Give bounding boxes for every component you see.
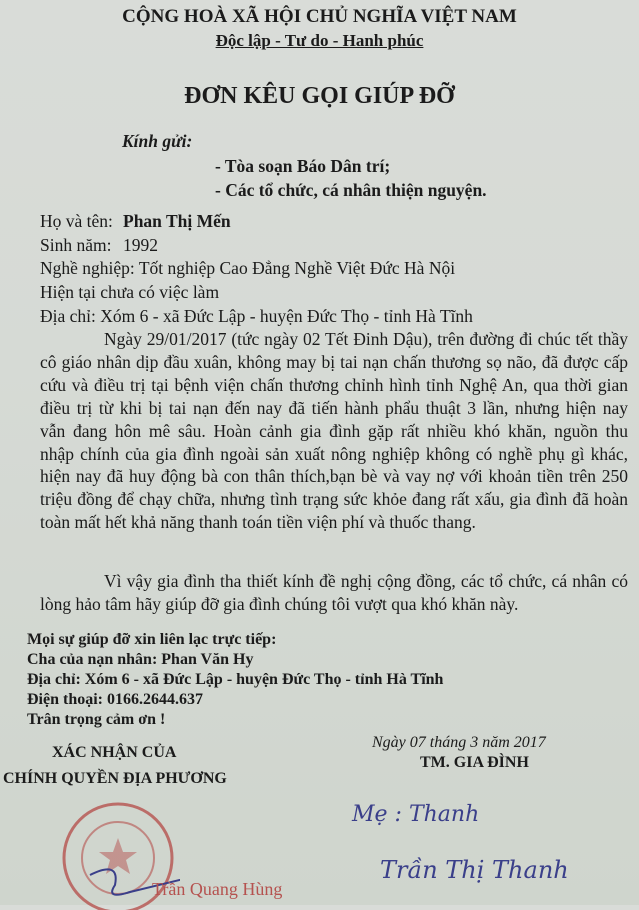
body-line: hiện nay đã huy động bà con thân thích,bạn bè và vay nợ với khoản tiền trên 250	[40, 466, 628, 487]
recipients-label: Kính gửi:	[122, 131, 193, 151]
sign-date: Ngày 07 tháng 3 năm 2017	[372, 734, 546, 751]
body-line: nhập chính của gia đình ngoài sản xuất nông nghiệp không có nghề phụ gì khác,	[40, 443, 628, 464]
contact-phone: Điện thoại: 0166.2644.637	[27, 691, 203, 708]
document-title: ĐƠN KÊU GỌI GIÚP ĐỠ	[184, 83, 455, 109]
recipient-item: - Các tổ chức, cá nhân thiện nguyện.	[215, 180, 487, 200]
name-label: Họ và tên:	[40, 211, 113, 231]
body-line: Ngày 29/01/2017 (tức ngày 02 Tết Đinh Dậu), trên đường đi chúc tết thầy	[104, 329, 628, 349]
name-value: Phan Thị Mến	[123, 211, 231, 231]
handwritten-name: Trần Thị Thanh	[380, 856, 569, 884]
paragraph-1	[40, 328, 628, 534]
handwritten-signature: Mẹ : Thanh	[352, 802, 480, 827]
official-name: Trần Quang Hùng	[152, 879, 283, 899]
confirm-label-2: CHÍNH QUYỀN ĐỊA PHƯƠNG	[3, 770, 227, 787]
body-line: điều trị từ khi bị tai nạn đến nay đã tiến hành phẩu thuật 3 lần, nhưng hiện nay	[40, 397, 628, 418]
contact-father: Cha của nạn nhân: Phan Văn Hy	[27, 651, 254, 668]
paragraph-2	[40, 570, 628, 616]
body-line: lòng hảo tâm hãy giúp đỡ gia đình chúng tôi vượt qua khó khăn này.	[40, 593, 519, 614]
birth-value: 1992	[123, 235, 158, 255]
body-line: vẫn đang hôn mê sâu. Hoàn cảnh gia đình gặp rất nhiều khó khăn, nguồn thu	[40, 420, 628, 441]
body-line: cứu và điều trị tại bệnh viện chấn thương chỉnh hình tỉnh Nghệ An, qua thời gian	[40, 374, 628, 395]
contact-address: Địa chỉ: Xóm 6 - xã Đức Lập - huyện Đức Thọ - tỉnh Hà Tĩnh	[27, 671, 444, 688]
family-role: TM. GIA ĐÌNH	[420, 754, 529, 771]
body-line: toàn mất hết khả năng thanh toán tiền viện phí và thuốc thang.	[40, 512, 476, 533]
motto: Độc lập - Tư do - Hanh phúc	[215, 31, 424, 50]
nation-header: CỘNG HOÀ XÃ HỘI CHỦ NGHĨA VIỆT NAM	[122, 6, 517, 27]
recipient-item: - Tòa soạn Báo Dân trí;	[215, 156, 391, 176]
body-line: Vì vậy gia đình tha thiết kính đề nghị cộng đồng, các tổ chức, cá nhân có	[104, 571, 628, 591]
status: Hiện tại chưa có việc làm	[40, 282, 220, 302]
address: Địa chỉ: Xóm 6 - xã Đức Lập - huyện Đức Thọ - tỉnh Hà Tĩnh	[40, 306, 473, 326]
birth-label: Sinh năm:	[40, 235, 112, 255]
body-line: cô giáo nhân dịp đầu xuân, không may bị tai nạn chấn thương sọ não, đã được cấp	[40, 351, 628, 372]
confirm-label-1: XÁC NHẬN CỦA	[52, 744, 177, 761]
contact-intro: Mọi sự giúp đỡ xin liên lạc trực tiếp:	[27, 631, 277, 648]
body-line: triệu đồng để chạy chữa, nhưng tình trạng sức khỏe đang rất xấu, gia đình đã hoàn	[40, 489, 628, 510]
contact-thanks: Trân trọng cảm ơn !	[27, 711, 166, 728]
job: Nghề nghiệp: Tốt nghiệp Cao Đẳng Nghề Việt Đức Hà Nội	[40, 258, 456, 278]
